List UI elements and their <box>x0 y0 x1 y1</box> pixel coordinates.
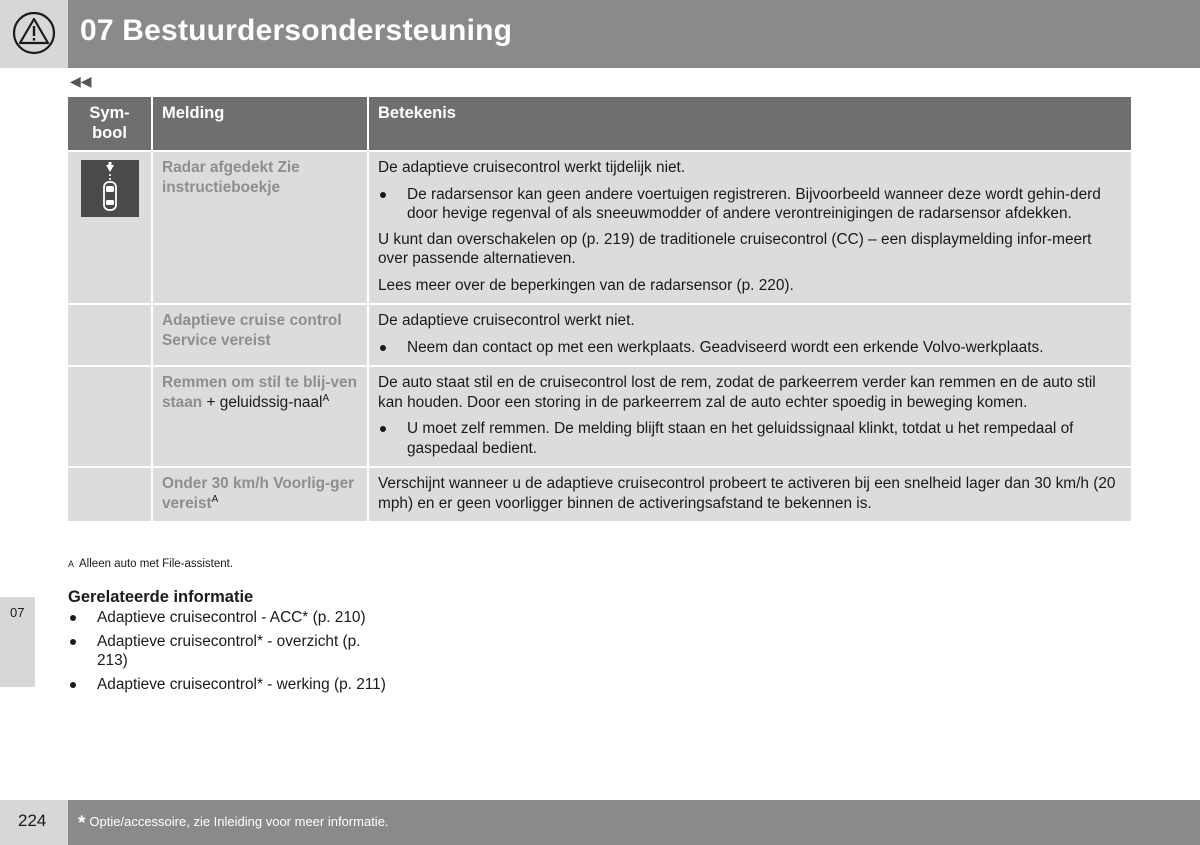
related-link[interactable] <box>68 608 388 628</box>
footnote-reference: A <box>211 493 219 505</box>
table-header-row <box>68 97 1131 150</box>
related-link-text[interactable]: Adaptieve cruisecontrol - ACC* (p. 210) <box>97 609 366 626</box>
column-header-symbool: Sym- bool <box>68 97 153 150</box>
chapter-header <box>0 0 1200 68</box>
melding-text: Radar afgedekt Zie instructieboekje <box>162 159 300 196</box>
betekenis-intro: De adaptieve cruisecontrol werkt niet. <box>378 312 635 329</box>
column-header-betekenis: Betekenis <box>369 97 1131 150</box>
betekenis-intro: Verschijnt wanneer u de adaptieve cruisecontrol probeert te activeren bij een snelheid lager dan 30 km/h (20 mph) en er geen voorligger binnen de activeringsafstand te bekennen is. <box>378 475 1116 512</box>
melding-cell <box>153 365 369 466</box>
table-row <box>68 303 1131 365</box>
melding-cell <box>153 150 369 303</box>
melding-text: Onder 30 km/h Voorlig-ger vereist <box>162 475 355 512</box>
header-icon-box <box>0 0 68 68</box>
symbol-cell <box>68 150 153 303</box>
related-link-text[interactable]: Adaptieve cruisecontrol* - werking (p. 211) <box>97 675 386 693</box>
betekenis-cell <box>369 365 1131 466</box>
footnote-text: Alleen auto met File-assistent. <box>79 558 234 570</box>
chapter-title: 07 Bestuurdersondersteuning <box>80 14 513 47</box>
chapter-side-tab <box>0 597 35 687</box>
betekenis-cell <box>369 150 1131 303</box>
warning-triangle-icon <box>12 11 56 55</box>
bullet-icon <box>70 682 76 688</box>
betekenis-bullet <box>378 338 1122 358</box>
betekenis-bullet <box>378 419 1122 458</box>
chapter-tab-number: 07 <box>10 605 25 620</box>
symbol-cell <box>68 303 153 365</box>
betekenis-bullet <box>378 185 1122 224</box>
bullet-icon <box>70 639 76 645</box>
melding-text: Remmen om stil te blij-ven staan <box>162 374 357 411</box>
bullet-text: Neem dan contact op met een werkplaats. Geadviseerd wordt een erkende Volvo-werkplaats. <box>407 338 1044 356</box>
table-row <box>68 466 1131 521</box>
footer-bar <box>68 800 1200 845</box>
radar-obstructed-icon <box>81 160 139 217</box>
bullet-icon <box>70 615 76 621</box>
betekenis-paragraph: Lees meer over de beperkingen van de radarsensor (p. 220). <box>378 276 794 294</box>
footer-note <box>78 813 389 835</box>
footer-note-text: Optie/accessoire, zie Inleiding voor meer informatie. <box>89 814 389 829</box>
messages-table <box>68 97 1131 521</box>
betekenis-intro: De auto staat stil en de cruisecontrol lost de rem, zodat de parkeerrem verder kan remmen en de auto stil kan houden. Door een storing in de parkeerrem zal de auto echter spoedig in beweging komen. <box>378 374 1096 411</box>
betekenis-cell <box>369 303 1131 365</box>
page-number: 224 <box>18 811 47 830</box>
melding-plain-text: + geluidssig-naal <box>202 393 323 411</box>
bullet-icon <box>380 345 386 351</box>
related-link[interactable] <box>68 632 388 671</box>
related-link-text[interactable]: Adaptieve cruisecontrol* - overzicht (p. 213) <box>97 632 361 669</box>
symbol-cell <box>68 466 153 521</box>
betekenis-intro: De adaptieve cruisecontrol werkt tijdelijk niet. <box>378 159 686 176</box>
betekenis-paragraph: U kunt dan overschakelen op (p. 219) de traditionele cruisecontrol (CC) – een displaymelding infor-meert over passende alternatieven. <box>378 230 1092 267</box>
related-information <box>68 588 388 698</box>
bullet-text: De radarsensor kan geen andere voertuigen registreren. Bijvoorbeeld wanneer deze wordt gehin-derd door hevige regenval of als sneeuwmodder of andere verontreinigingen de radarsensor afdekken. <box>407 185 1101 222</box>
footnote-mark: A <box>68 559 75 569</box>
table-row <box>68 365 1131 466</box>
related-title: Gerelateerde informatie <box>68 588 254 606</box>
related-list <box>68 608 388 694</box>
melding-cell <box>153 303 369 365</box>
footnote <box>68 558 233 570</box>
footnote-reference: A <box>322 392 330 404</box>
symbol-cell <box>68 365 153 466</box>
page-number-box <box>0 800 68 845</box>
bullet-icon <box>380 426 386 432</box>
melding-text: Adaptieve cruise control Service vereist <box>162 312 342 349</box>
asterisk-mark: * <box>78 813 86 834</box>
bullet-icon <box>380 192 386 198</box>
betekenis-cell <box>369 466 1131 521</box>
related-link[interactable] <box>68 675 388 695</box>
table-row <box>68 150 1131 303</box>
continuation-marker: ◀◀ <box>70 73 92 89</box>
melding-cell <box>153 466 369 521</box>
column-header-melding: Melding <box>153 97 369 150</box>
bullet-text: U moet zelf remmen. De melding blijft staan en het geluidssignaal klinkt, totdat u het rempedaal of gaspedaal bedient. <box>407 420 1074 457</box>
